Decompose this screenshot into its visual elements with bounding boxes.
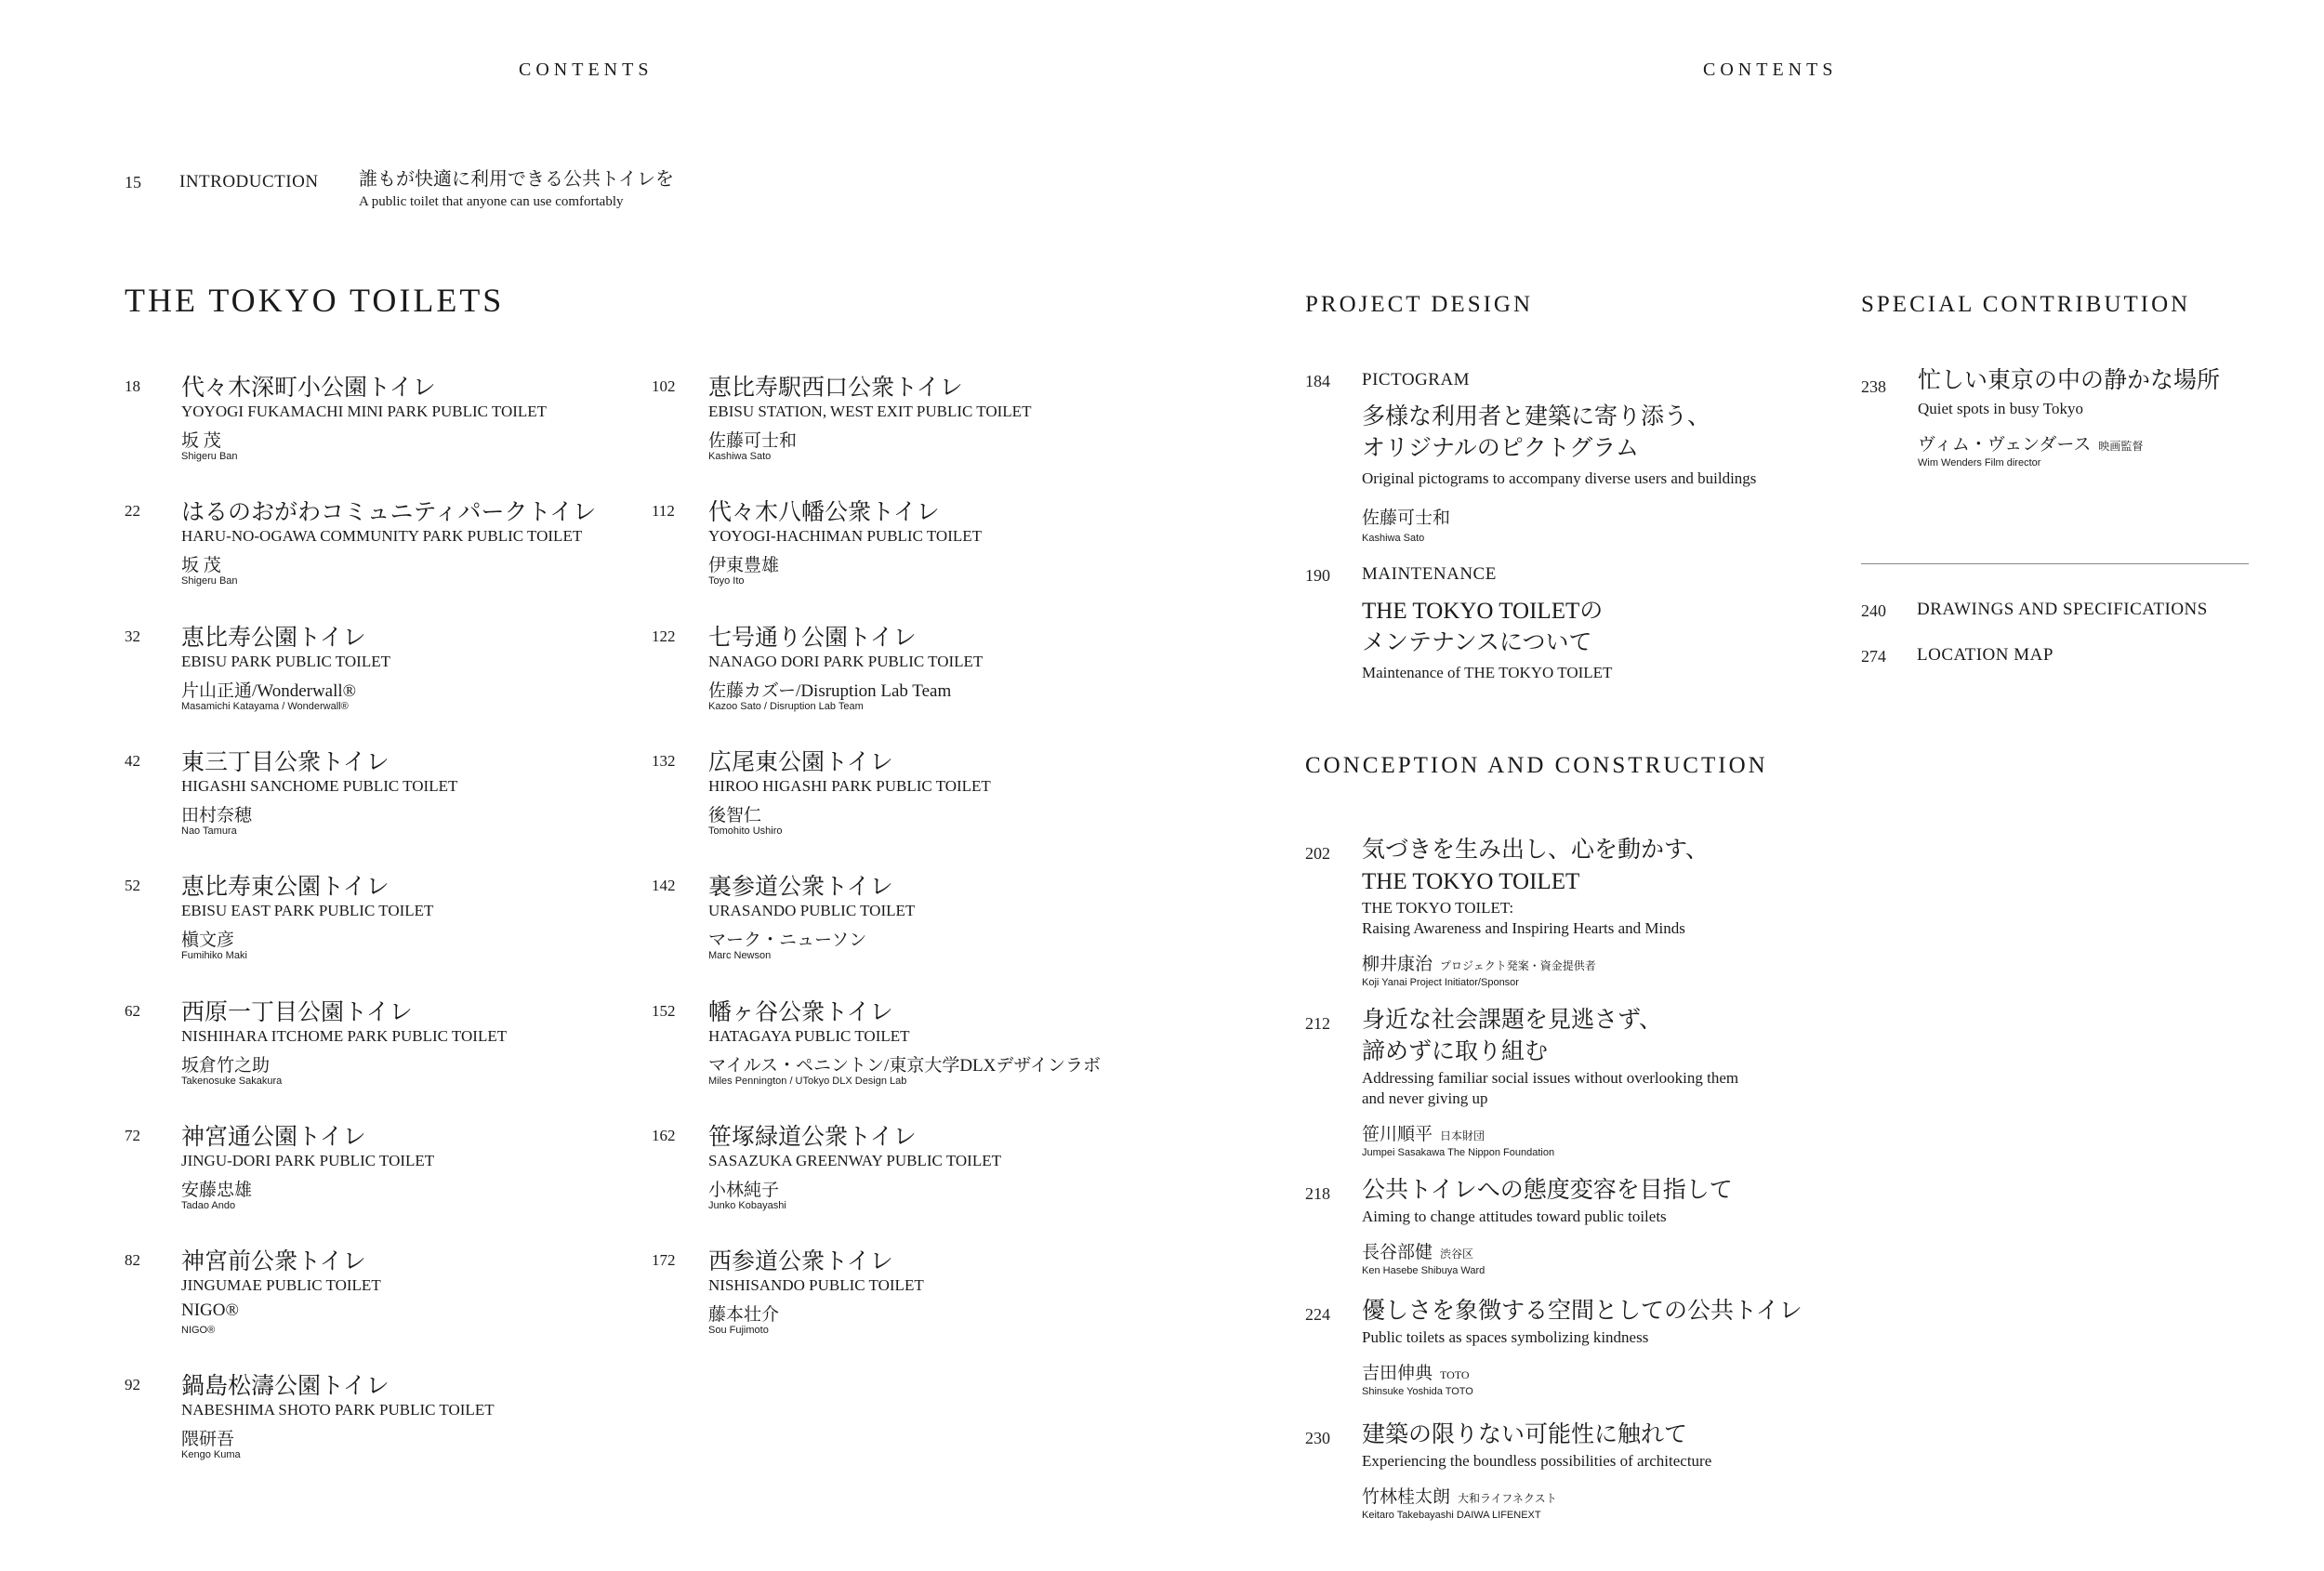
author-name-jp: 竹林桂太朗 <box>1362 1487 1451 1507</box>
toilet-title-jp: 鍋島松濤公園トイレ <box>181 1374 390 1400</box>
entry-title-en-line1: Public toilets as spaces symbolizing kindness <box>1362 1328 1649 1346</box>
toc-page-number: 42 <box>125 751 140 770</box>
toc-page-number: 172 <box>652 1251 676 1270</box>
intro-title-en: A public toilet that anyone can use comfortably <box>359 194 624 209</box>
toc-entry-essay[interactable] <box>1362 1296 1802 1397</box>
toc-page-number: 142 <box>652 877 676 895</box>
entry-author-jp <box>1362 950 1709 975</box>
section-title-tokyo-toilets: THE TOKYO TOILETS <box>125 282 505 319</box>
toc-page-number: 82 <box>125 1251 140 1270</box>
entry-title-jp-line1: THE TOKYO TOILETの <box>1362 599 1604 624</box>
toilet-title-jp: 代々木八幡公衆トイレ <box>708 500 940 526</box>
architect-name-en: Masamichi Katayama / Wonderwall® <box>181 700 349 712</box>
section-title-special-contribution: SPECIAL CONTRIBUTION <box>1861 292 2191 317</box>
intro-label: INTRODUCTION <box>179 172 319 191</box>
toc-page-number: 212 <box>1305 1014 1330 1033</box>
architect-name-en: NIGO® <box>181 1325 216 1337</box>
toc-page-number: 190 <box>1305 566 1330 585</box>
entry-title-en-line1: Aiming to change attitudes toward public toilets <box>1362 1208 1667 1225</box>
entry-author-en: Ken Hasebe Shibuya Ward <box>1362 1265 1486 1276</box>
architect-name-jp: 小林純子 <box>708 1180 780 1200</box>
author-name-jp: 柳井康治 <box>1362 955 1433 974</box>
entry-author-en: Kashiwa Sato <box>1362 533 1425 544</box>
toilet-title-en: JINGU-DORI PARK PUBLIC TOILET <box>181 1151 435 1169</box>
entry-title-jp-line1: 公共トイレへの態度変容を目指して <box>1362 1178 1733 1203</box>
toc-page-number: 22 <box>125 502 140 521</box>
entry-author-jp <box>1362 1483 1711 1508</box>
architect-name-jp: 伊東豊雄 <box>708 556 780 576</box>
author-name-jp: 笹川順平 <box>1362 1125 1433 1144</box>
toc-entry-essay[interactable] <box>1362 1175 1733 1276</box>
toc-page-number: 224 <box>1305 1305 1330 1324</box>
toilet-title-jp: はるのおがわコミュニティパークトイレ <box>181 500 597 526</box>
toc-entry-essay[interactable] <box>1362 835 1709 988</box>
architect-name-en: Shigeru Ban <box>181 451 238 462</box>
toilet-title-jp: 笹塚緑道公衆トイレ <box>708 1124 917 1150</box>
architect-name-en: Shigeru Ban <box>181 575 238 587</box>
toc-page-number: 62 <box>125 1001 140 1020</box>
author-role-jp: TOTO <box>1440 1368 1470 1381</box>
architect-name-en: Tomohito Ushiro <box>708 825 783 837</box>
toc-entry-drawings[interactable]: DRAWINGS AND SPECIFICATIONS <box>1917 600 2208 619</box>
toc-page-number: 92 <box>125 1376 140 1394</box>
toc-entry-essay[interactable] <box>1362 1419 1711 1521</box>
author-role-jp: 渋谷区 <box>1440 1248 1474 1261</box>
toc-page-number: 52 <box>125 877 140 895</box>
toc-page-number: 274 <box>1861 647 1886 666</box>
toc-page-number: 238 <box>1861 377 1886 396</box>
entry-title-jp-line1: 気づきを生み出し、心を動かす、 <box>1362 838 1710 863</box>
architect-name-jp: 坂倉竹之助 <box>181 1055 271 1076</box>
author-role-jp: プロジェクト発案・資金提供者 <box>1440 959 1596 972</box>
entry-title-jp-line1: 優しさを象徴する空間としての公共トイレ <box>1362 1299 1802 1324</box>
toilet-title-en: NABESHIMA SHOTO PARK PUBLIC TOILET <box>181 1401 495 1419</box>
entry-author-en: Koji Yanai Project Initiator/Sponsor <box>1362 977 1519 988</box>
entry-author-jp: 佐藤可士和 <box>1362 508 1451 528</box>
entry-title-jp-line1: 身近な社会課題を見逃さず、 <box>1362 1008 1663 1033</box>
entry-author-jp <box>1362 1120 1738 1145</box>
architect-name-en: Tadao Ando <box>181 1199 236 1211</box>
toilet-title-en: YOYOGI FUKAMACHI MINI PARK PUBLIC TOILET <box>181 403 548 420</box>
entry-title-en: Maintenance of THE TOKYO TOILET <box>1362 664 1613 681</box>
architect-name-en: Nao Tamura <box>181 825 237 837</box>
entry-title-jp-line2: 諦めずに取り組む <box>1362 1039 1549 1064</box>
toilet-title-en: EBISU STATION, WEST EXIT PUBLIC TOILET <box>708 403 1032 420</box>
toilet-title-en: NISHISANDO PUBLIC TOILET <box>708 1276 924 1295</box>
architect-name-jp: NIGO® <box>181 1300 239 1321</box>
entry-title-en-line2: Raising Awareness and Inspiring Hearts and Minds <box>1362 919 1685 937</box>
architect-name-en: Junko Kobayashi <box>708 1199 786 1211</box>
toilet-title-en: HIGASHI SANCHOME PUBLIC TOILET <box>181 776 458 795</box>
toc-page-number: 122 <box>652 627 676 645</box>
toilet-title-en: NANAGO DORI PARK PUBLIC TOILET <box>708 652 984 670</box>
architect-name-jp: 隈研吾 <box>181 1430 235 1450</box>
toilet-title-jp: 神宮前公衆トイレ <box>181 1249 366 1275</box>
toilet-title-en: NISHIHARA ITCHOME PARK PUBLIC TOILET <box>181 1026 508 1045</box>
divider <box>1861 563 2249 564</box>
entry-title-jp-line1: 多様な利用者と建築に寄り添う、 <box>1362 404 1711 429</box>
toilet-title-en: URASANDO PUBLIC TOILET <box>708 902 916 920</box>
toc-entry-location-map[interactable]: LOCATION MAP <box>1917 645 2053 665</box>
entry-author-jp <box>1362 1238 1733 1263</box>
entry-title-en-line2: and never giving up <box>1362 1089 1488 1107</box>
entry-label: MAINTENANCE <box>1362 564 1497 584</box>
entry-title-jp-line2: THE TOKYO TOILET <box>1362 869 1580 894</box>
entry-author-en: Wim Wenders Film director <box>1918 457 2041 469</box>
architect-name-jp: 後智仁 <box>708 805 762 825</box>
architect-name-jp: 片山正通/Wonderwall® <box>181 680 357 701</box>
toc-page-number: 32 <box>125 627 140 645</box>
toilet-title-en: JINGUMAE PUBLIC TOILET <box>181 1276 381 1295</box>
architect-name-en: Kengo Kuma <box>181 1449 241 1461</box>
intro-page-number: 15 <box>125 173 141 191</box>
toc-entry-pictogram[interactable] <box>1362 370 1756 544</box>
architect-name-jp: 佐藤カズー/Disruption Lab Team <box>708 680 952 701</box>
toilet-title-jp: 七号通り公園トイレ <box>708 625 917 651</box>
toilet-title-jp: 東三丁目公衆トイレ <box>181 749 390 775</box>
toilet-title-en: HIROO HIGASHI PARK PUBLIC TOILET <box>708 776 991 795</box>
entry-author-en: Shinsuke Yoshida TOTO <box>1362 1386 1473 1397</box>
entry-author-en: Keitaro Takebayashi DAIWA LIFENEXT <box>1362 1510 1541 1521</box>
entry-title-en-line1: Addressing familiar social issues without overlooking them <box>1362 1069 1739 1087</box>
toc-page-number: 218 <box>1305 1184 1330 1203</box>
architect-name-jp: 坂 茂 <box>181 556 221 576</box>
architect-name-en: Miles Pennington / UTokyo DLX Design Lab <box>708 1075 907 1087</box>
toc-page-number: 112 <box>652 502 675 521</box>
architect-name-jp: 坂 茂 <box>181 431 221 451</box>
architect-name-jp: 田村奈穂 <box>181 805 253 825</box>
entry-title-en-line1: Experiencing the boundless possibilities of architecture <box>1362 1452 1712 1470</box>
architect-name-jp: マーク・ニューソン <box>708 931 867 951</box>
author-role-jp: 日本財団 <box>1440 1129 1486 1142</box>
contents-header-right: CONTENTS <box>1703 59 1838 80</box>
author-role-jp: 映画監督 <box>2098 440 2144 453</box>
toc-entry-essay[interactable] <box>1362 1005 1738 1158</box>
entry-title-jp-line1: 建築の限りない可能性に触れて <box>1362 1422 1688 1447</box>
toilet-title-jp: 裏参道公衆トイレ <box>708 875 893 901</box>
architect-name-en: Marc Newson <box>708 950 772 962</box>
section-title-project-design: PROJECT DESIGN <box>1305 292 1534 317</box>
toc-page-number: 162 <box>652 1126 676 1144</box>
toilet-title-en: SASAZUKA GREENWAY PUBLIC TOILET <box>708 1151 1001 1169</box>
entry-author-jp <box>1918 430 2220 455</box>
architect-name-jp: 佐藤可士和 <box>708 431 798 451</box>
entry-title-jp-line2: メンテナンスについて <box>1362 630 1592 655</box>
architect-name-en: Fumihiko Maki <box>181 950 247 962</box>
architect-name-en: Sou Fujimoto <box>708 1325 769 1337</box>
toilet-title-jp: 神宮通公園トイレ <box>181 1124 366 1150</box>
architect-name-jp: 藤本壮介 <box>708 1305 780 1326</box>
author-name-jp: 吉田伸典 <box>1362 1364 1433 1383</box>
toilet-title-en: EBISU EAST PARK PUBLIC TOILET <box>181 902 434 920</box>
architect-name-jp: 安藤忠雄 <box>181 1180 253 1200</box>
toilet-title-jp: 代々木深町小公園トイレ <box>181 376 436 401</box>
author-name-jp: ヴィム・ヴェンダース <box>1918 435 2092 455</box>
entry-author-en: Jumpei Sasakawa The Nippon Foundation <box>1362 1147 1555 1158</box>
architect-name-en: Kashiwa Sato <box>708 451 772 462</box>
architect-name-en: Toyo Ito <box>708 575 745 587</box>
toc-page-number: 230 <box>1305 1429 1330 1447</box>
entry-title-en: Quiet spots in busy Tokyo <box>1918 400 2083 417</box>
toc-page-number: 18 <box>125 377 140 395</box>
architect-name-en: Kazoo Sato / Disruption Lab Team <box>708 700 864 712</box>
toc-page-number: 102 <box>652 377 676 395</box>
toc-entry-special[interactable] <box>1918 365 2220 469</box>
architect-name-jp: マイルス・ペニントン/東京大学DLXデザインラボ <box>708 1055 1102 1076</box>
toilet-title-jp: 西原一丁目公園トイレ <box>181 999 413 1025</box>
toilet-title-en: YOYOGI-HACHIMAN PUBLIC TOILET <box>708 527 983 546</box>
contents-header-left: CONTENTS <box>519 59 654 80</box>
toc-page-number: 132 <box>652 751 676 770</box>
toilet-title-jp: 恵比寿公園トイレ <box>181 625 366 651</box>
entry-author-jp <box>1362 1359 1802 1384</box>
entry-title-jp-line2: オリジナルのピクトグラム <box>1362 436 1640 461</box>
entry-title-jp: 忙しい東京の中の静かな場所 <box>1918 368 2221 393</box>
entry-label: PICTOGRAM <box>1362 370 1471 389</box>
toilet-title-jp: 恵比寿駅西口公衆トイレ <box>708 376 963 401</box>
toc-page-number: 184 <box>1305 372 1330 390</box>
toc-page-number: 152 <box>652 1001 676 1020</box>
architect-name-jp: 槇文彦 <box>181 931 235 951</box>
toilet-title-jp: 西参道公衆トイレ <box>708 1249 893 1275</box>
architect-name-en: Takenosuke Sakakura <box>181 1075 283 1087</box>
toilet-title-jp: 幡ヶ谷公衆トイレ <box>708 999 893 1025</box>
toc-page-number: 72 <box>125 1126 140 1144</box>
author-role-jp: 大和ライフネクスト <box>1458 1492 1557 1505</box>
toilet-title-en: EBISU PARK PUBLIC TOILET <box>181 652 390 670</box>
toilet-title-en: HARU-NO-OGAWA COMMUNITY PARK PUBLIC TOILET <box>181 527 583 546</box>
author-name-jp: 長谷部健 <box>1362 1243 1433 1262</box>
toc-page-number: 240 <box>1861 601 1886 620</box>
section-title-conception: CONCEPTION AND CONSTRUCTION <box>1305 753 1768 778</box>
entry-title-en: Original pictograms to accompany diverse users and buildings <box>1362 469 1757 487</box>
toc-entry-maintenance[interactable] <box>1362 564 1612 683</box>
toilet-title-en: HATAGAYA PUBLIC TOILET <box>708 1026 910 1045</box>
toilet-title-jp: 広尾東公園トイレ <box>708 749 893 775</box>
toilet-title-jp: 恵比寿東公園トイレ <box>181 875 390 901</box>
intro-title-jp: 誰もが快適に利用できる公共トイレを <box>359 169 674 190</box>
entry-title-en-line1: THE TOKYO TOILET: <box>1362 899 1514 917</box>
toc-page-number: 202 <box>1305 844 1330 863</box>
